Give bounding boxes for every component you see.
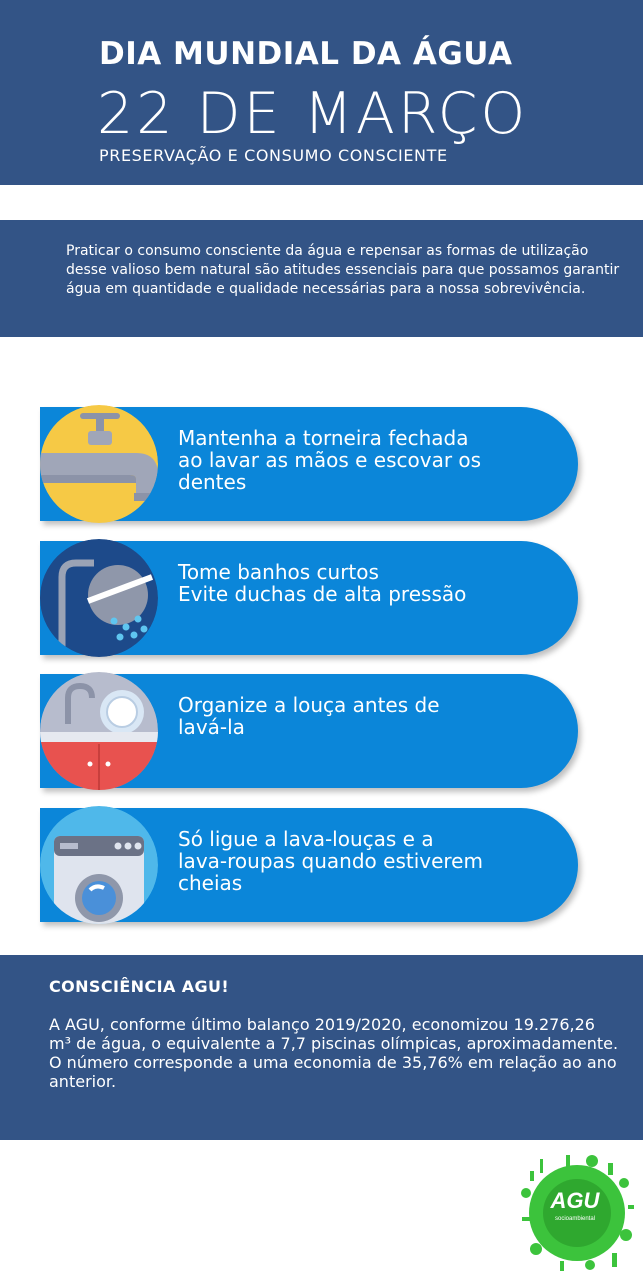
- page-subtitle: PRESERVAÇÃO E CONSUMO CONSCIENTE: [99, 146, 448, 165]
- agu-section: [0, 955, 643, 1140]
- tip-card-faucet: [40, 407, 578, 521]
- tip-text-washer: Só ligue a lava-louças e a lava-roupas quando estiverem cheias: [178, 827, 483, 895]
- header-banner: [0, 0, 643, 185]
- agu-heading: CONSCIÊNCIA AGU!: [49, 977, 230, 996]
- date-heading: 22 DE MARÇO: [97, 81, 529, 147]
- page-title: DIA MUNDIAL DA ÁGUA: [99, 36, 513, 72]
- agu-text: A AGU, conforme último balanço 2019/2020, economizou 19.276,26 m³ de água, o equivalente a 7,7 piscinas olímpicas, aproximadamente. O número corresponde a uma economia de 35,76% em relação ao ano anterior.: [49, 1015, 619, 1091]
- intro-text: Praticar o consumo consciente da água e repensar as formas de utilização desse valioso bem natural são atitudes essenciais para que possamos garantir água em quantidade e qualidade necessárias para a nossa sobrevivência.: [66, 243, 620, 297]
- shower-icon: [40, 539, 158, 657]
- washing-machine-icon: [40, 806, 158, 924]
- tip-card-washer: [40, 808, 578, 922]
- faucet-icon: [40, 405, 158, 523]
- kitchen-sink-icon: [40, 672, 158, 790]
- tip-text-shower: Tome banhos curtos Evite duchas de alta pressão: [178, 560, 467, 606]
- tip-card-shower: [40, 541, 578, 655]
- logo-text: AGU: [550, 1188, 600, 1213]
- tip-card-dishes: [40, 674, 578, 788]
- tip-text-dishes: Organize a louça antes de lavá-la: [178, 693, 440, 739]
- intro-section: [0, 220, 643, 337]
- logo-subtext: socioambiental: [554, 1216, 596, 1222]
- tip-text-faucet: Mantenha a torneira fechada ao lavar as mãos e escovar os dentes: [178, 426, 482, 494]
